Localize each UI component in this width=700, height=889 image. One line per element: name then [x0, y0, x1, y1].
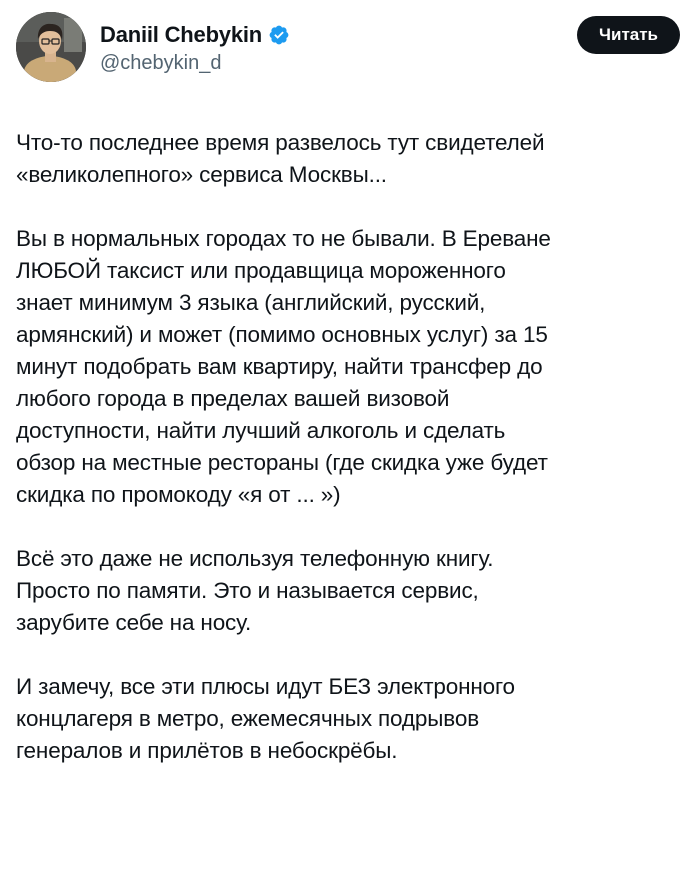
- tweet-paragraph: Что-то последнее время развелось тут свидетелей «великолепного» сервиса Москвы...: [16, 130, 545, 187]
- verified-badge-icon: [268, 24, 290, 46]
- tweet-header: [16, 12, 684, 84]
- display-name-row: [100, 22, 480, 48]
- tweet-paragraph: Вы в нормальных городах то не бывали. В Ереване ЛЮБОЙ таксист или продавщица мороженного знает минимум 3 языка (английский, русский, армянский) и может (помимо основных услуг) за 15 минут подобрать вам квартиру, найти трансфер до любого города в пределах вашей визовой доступности, найти лучший алкоголь и сделать обзор на местные рестораны (где скидка уже будет скидка по промокоду «я от ... »): [16, 226, 551, 507]
- user-avatar-icon: [16, 12, 86, 82]
- follow-button[interactable]: Читать: [577, 16, 680, 54]
- author-names: [100, 22, 480, 75]
- display-name[interactable]: Daniil Chebykin: [100, 22, 263, 47]
- avatar[interactable]: [16, 12, 86, 82]
- author-handle[interactable]: @chebykin_d: [100, 52, 222, 74]
- tweet-text: [16, 127, 688, 799]
- tweet-paragraph: Всё это даже не используя телефонную книгу. Просто по памяти. Это и называется сервис, зарубите себе на носу.: [16, 546, 494, 635]
- tweet-paragraph: И замечу, все эти плюсы идут БЕЗ электронного концлагеря в метро, ежемесячных подрывов генералов и прилётов в небоскрёбы.: [16, 674, 515, 763]
